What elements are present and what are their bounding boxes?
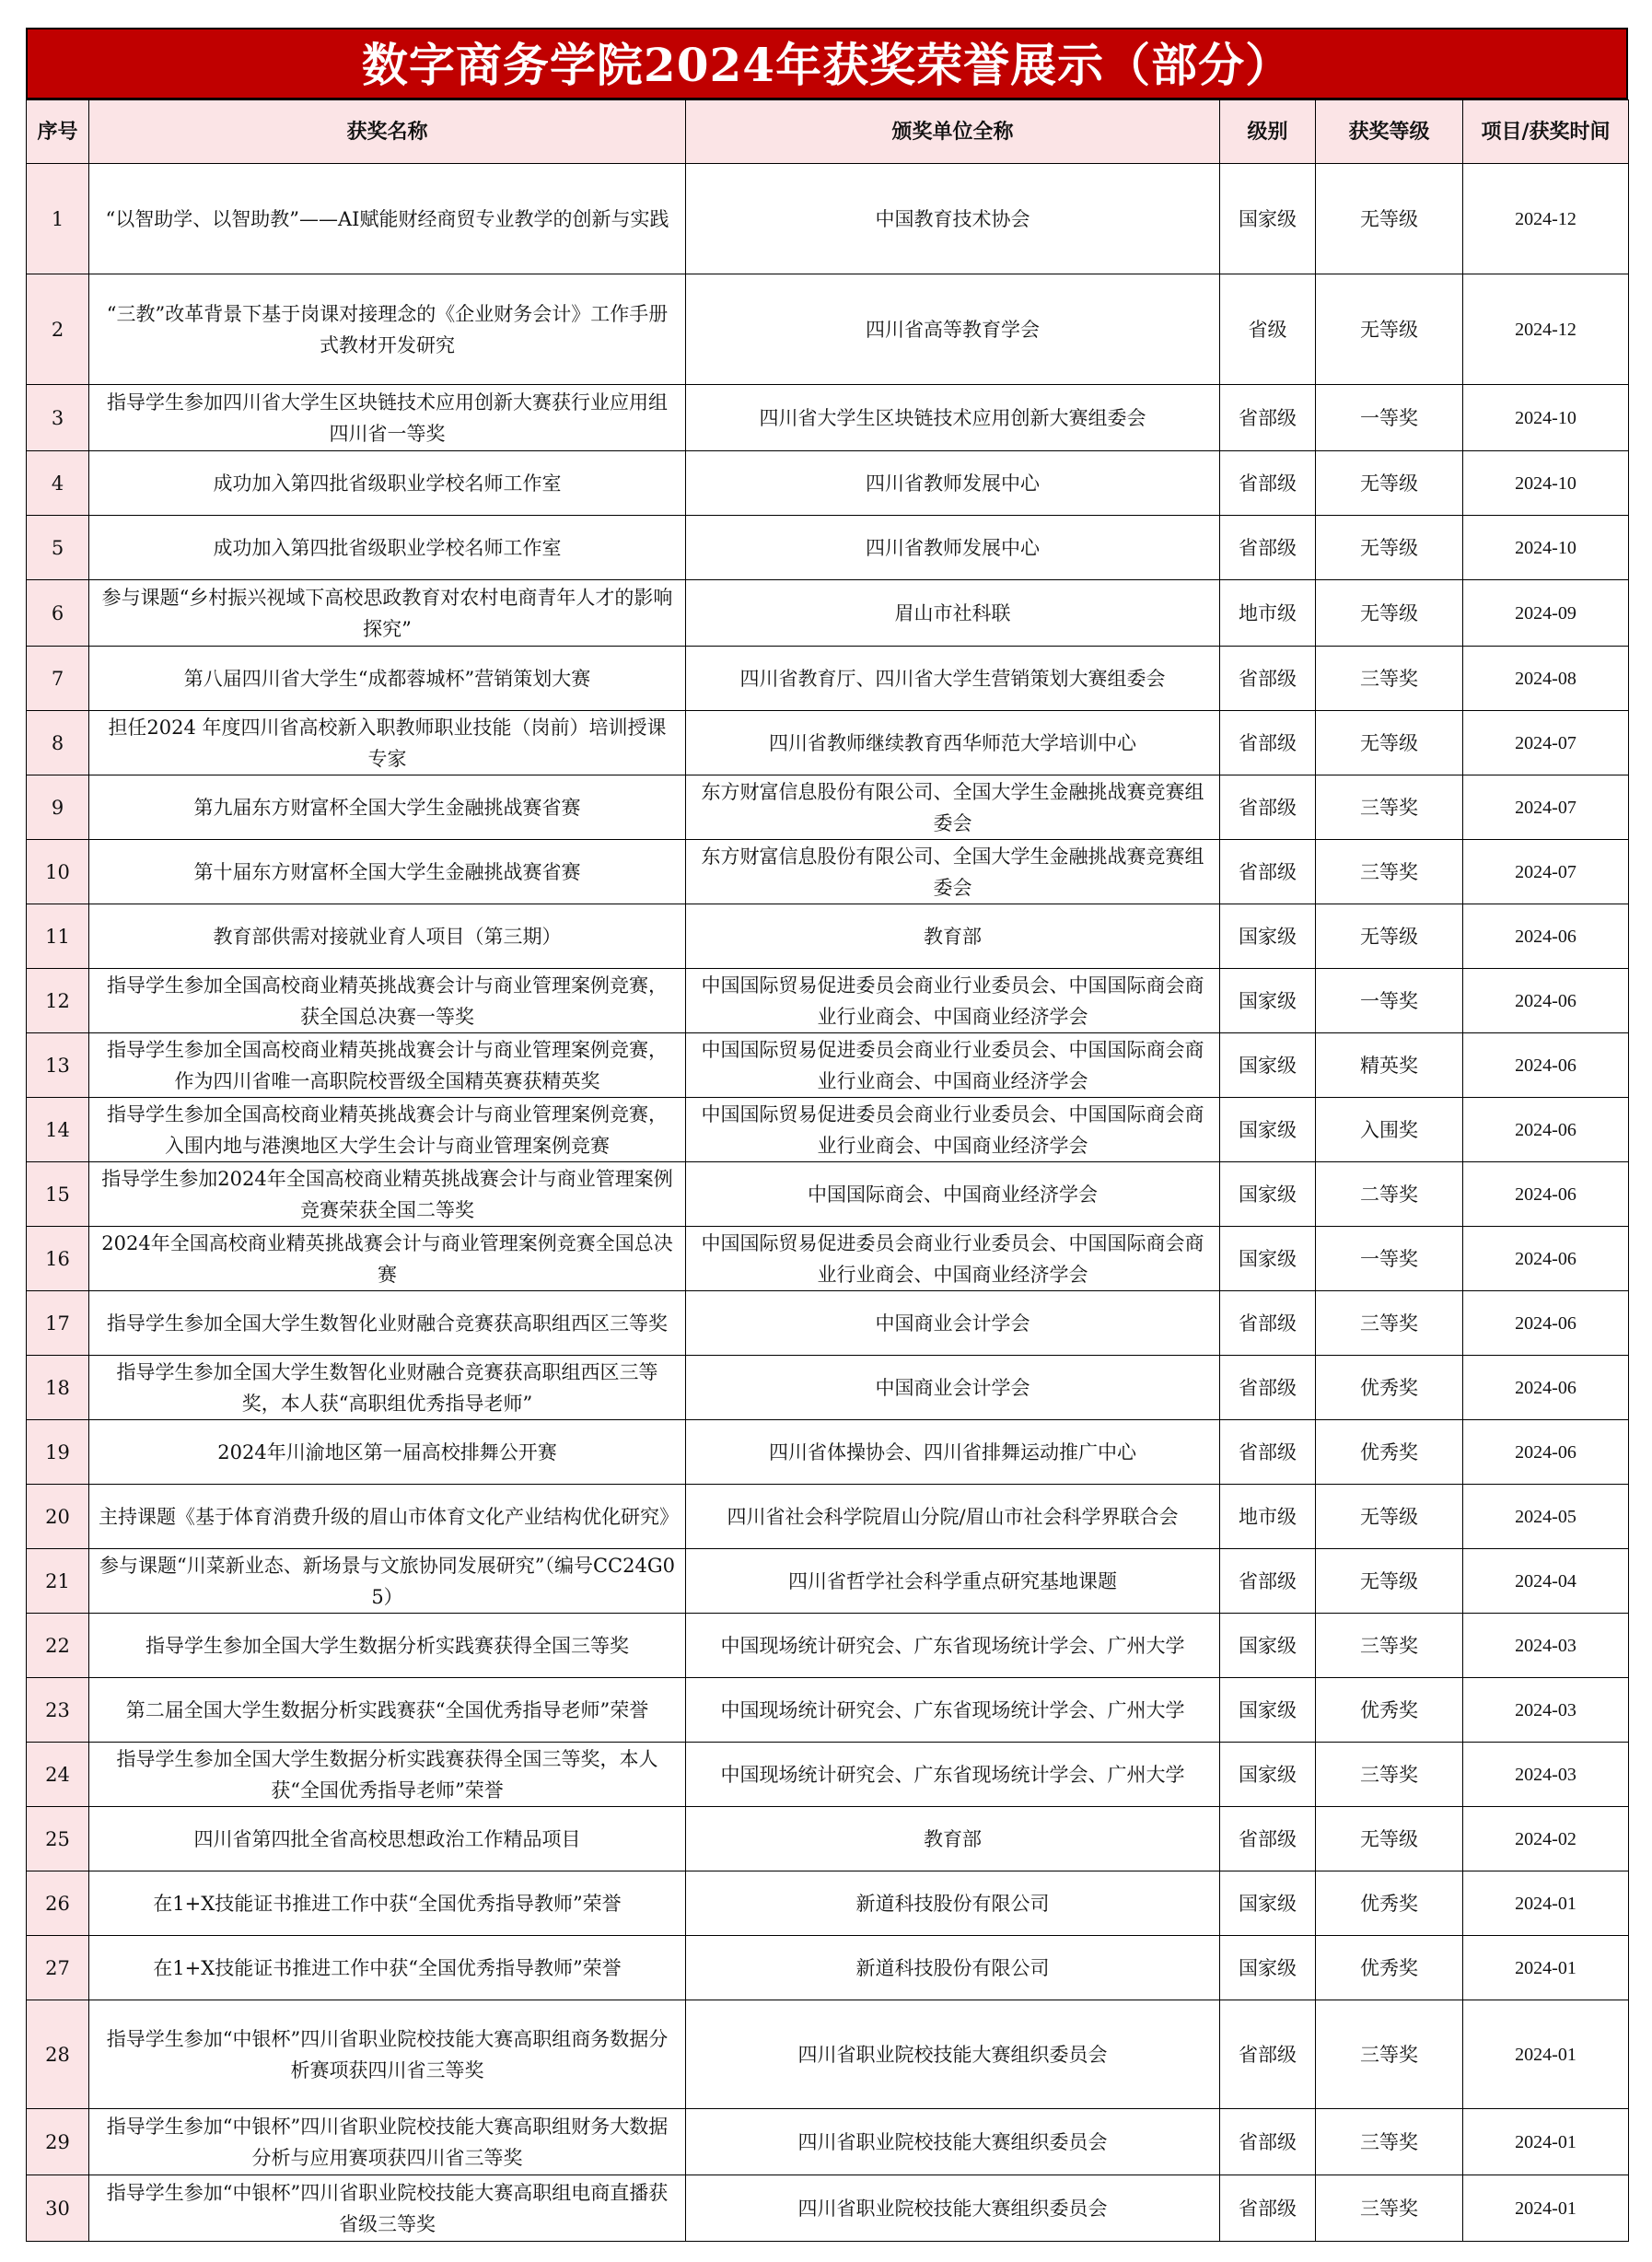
cell-award-name: 指导学生参加“中银杯”四川省职业院校技能大赛高职组电商直播获省级三等奖: [89, 2175, 686, 2242]
table-row: [27, 1420, 1629, 1485]
cell-grade: 无等级: [1316, 580, 1463, 647]
cell-issuer: 中国现场统计研究会、广东省现场统计学会、广州大学: [686, 1614, 1220, 1678]
table-row: [27, 1162, 1629, 1227]
cell-date: 2024-03: [1463, 1614, 1629, 1678]
cell-level: 省部级: [1220, 1807, 1316, 1871]
table-row: [27, 1807, 1629, 1871]
cell-award-name: 第十届东方财富杯全国大学生金融挑战赛省赛: [89, 840, 686, 904]
cell-level: 省部级: [1220, 647, 1316, 711]
cell-issuer: 中国商业会计学会: [686, 1356, 1220, 1420]
cell-level: 国家级: [1220, 1871, 1316, 1936]
table-row: [27, 1227, 1629, 1291]
cell-date: 2024-07: [1463, 840, 1629, 904]
cell-date: 2024-05: [1463, 1485, 1629, 1549]
table-row: [27, 904, 1629, 969]
cell-level: 国家级: [1220, 1743, 1316, 1807]
cell-index: 29: [27, 2109, 89, 2175]
cell-grade: 无等级: [1316, 1485, 1463, 1549]
cell-index: 22: [27, 1614, 89, 1678]
cell-award-name: 指导学生参加全国高校商业精英挑战赛会计与商业管理案例竞赛，作为四川省唯一高职院校晋级全国精英赛获精英奖: [89, 1033, 686, 1098]
cell-issuer: 新道科技股份有限公司: [686, 1871, 1220, 1936]
cell-date: 2024-01: [1463, 1871, 1629, 1936]
cell-grade: 无等级: [1316, 711, 1463, 775]
cell-grade: 三等奖: [1316, 1743, 1463, 1807]
cell-issuer: 中国国际贸易促进委员会商业行业委员会、中国国际商会商业行业商会、中国商业经济学会: [686, 1098, 1220, 1162]
cell-grade: 一等奖: [1316, 385, 1463, 451]
cell-level: 国家级: [1220, 969, 1316, 1033]
cell-award-name: 在1+X技能证书推进工作中获“全国优秀指导教师”荣誉: [89, 1871, 686, 1936]
table-row: [27, 2109, 1629, 2175]
cell-index: 1: [27, 164, 89, 274]
table-row: [27, 451, 1629, 516]
cell-date: 2024-06: [1463, 1033, 1629, 1098]
cell-index: 17: [27, 1291, 89, 1356]
cell-date: 2024-06: [1463, 1227, 1629, 1291]
cell-index: 9: [27, 775, 89, 840]
cell-date: 2024-03: [1463, 1678, 1629, 1743]
cell-date: 2024-01: [1463, 2175, 1629, 2242]
table-row: [27, 2175, 1629, 2242]
cell-index: 4: [27, 451, 89, 516]
cell-issuer: 新道科技股份有限公司: [686, 1936, 1220, 2000]
cell-date: 2024-12: [1463, 164, 1629, 274]
header-grade: 获奖等级: [1316, 100, 1463, 164]
cell-issuer: 四川省教师发展中心: [686, 451, 1220, 516]
cell-award-name: 指导学生参加全国大学生数据分析实践赛获得全国三等奖: [89, 1614, 686, 1678]
cell-index: 14: [27, 1098, 89, 1162]
cell-index: 27: [27, 1936, 89, 2000]
cell-grade: 精英奖: [1316, 1033, 1463, 1098]
cell-award-name: 2024年川渝地区第一届高校排舞公开赛: [89, 1420, 686, 1485]
cell-award-name: 指导学生参加全国高校商业精英挑战赛会计与商业管理案例竞赛，获全国总决赛一等奖: [89, 969, 686, 1033]
cell-index: 11: [27, 904, 89, 969]
cell-level: 省部级: [1220, 451, 1316, 516]
cell-grade: 三等奖: [1316, 840, 1463, 904]
cell-grade: 一等奖: [1316, 969, 1463, 1033]
header-level: 级别: [1220, 100, 1316, 164]
cell-level: 国家级: [1220, 1678, 1316, 1743]
cell-issuer: 中国国际贸易促进委员会商业行业委员会、中国国际商会商业行业商会、中国商业经济学会: [686, 1033, 1220, 1098]
cell-issuer: 四川省社会科学院眉山分院/眉山市社会科学界联合会: [686, 1485, 1220, 1549]
cell-issuer: 四川省体操协会、四川省排舞运动推广中心: [686, 1420, 1220, 1485]
cell-index: 5: [27, 516, 89, 580]
cell-grade: 无等级: [1316, 164, 1463, 274]
cell-issuer: 教育部: [686, 1807, 1220, 1871]
cell-index: 23: [27, 1678, 89, 1743]
cell-level: 省部级: [1220, 1356, 1316, 1420]
cell-level: 国家级: [1220, 1936, 1316, 2000]
cell-date: 2024-06: [1463, 1291, 1629, 1356]
cell-index: 28: [27, 2000, 89, 2109]
header-date: 项目/获奖时间: [1463, 100, 1629, 164]
header-index: 序号: [27, 100, 89, 164]
cell-index: 6: [27, 580, 89, 647]
cell-index: 30: [27, 2175, 89, 2242]
cell-grade: 三等奖: [1316, 2109, 1463, 2175]
cell-award-name: 四川省第四批全省高校思想政治工作精品项目: [89, 1807, 686, 1871]
page-title: 数字商务学院2024年获奖荣誉展示（部分）: [26, 28, 1628, 99]
table-row: [27, 969, 1629, 1033]
table-row: [27, 1098, 1629, 1162]
table-row: [27, 580, 1629, 647]
cell-date: 2024-10: [1463, 385, 1629, 451]
cell-date: 2024-02: [1463, 1807, 1629, 1871]
header-award-name: 获奖名称: [89, 100, 686, 164]
table-row: [27, 1871, 1629, 1936]
cell-issuer: 东方财富信息股份有限公司、全国大学生金融挑战赛竞赛组委会: [686, 775, 1220, 840]
cell-issuer: 中国国际商会、中国商业经济学会: [686, 1162, 1220, 1227]
table-row: [27, 1291, 1629, 1356]
table-row: [27, 775, 1629, 840]
cell-level: 国家级: [1220, 1033, 1316, 1098]
cell-index: 7: [27, 647, 89, 711]
cell-date: 2024-09: [1463, 580, 1629, 647]
cell-award-name: 指导学生参加“中银杯”四川省职业院校技能大赛高职组财务大数据分析与应用赛项获四川省三等奖: [89, 2109, 686, 2175]
cell-level: 省级: [1220, 274, 1316, 385]
cell-index: 2: [27, 274, 89, 385]
cell-grade: 入围奖: [1316, 1098, 1463, 1162]
cell-date: 2024-10: [1463, 451, 1629, 516]
table-row: [27, 516, 1629, 580]
cell-index: 19: [27, 1420, 89, 1485]
cell-date: 2024-06: [1463, 904, 1629, 969]
cell-issuer: 四川省大学生区块链技术应用创新大赛组委会: [686, 385, 1220, 451]
cell-level: 省部级: [1220, 2000, 1316, 2109]
cell-issuer: 四川省教育厅、四川省大学生营销策划大赛组委会: [686, 647, 1220, 711]
cell-grade: 无等级: [1316, 516, 1463, 580]
cell-index: 16: [27, 1227, 89, 1291]
cell-date: 2024-08: [1463, 647, 1629, 711]
cell-award-name: 2024年全国高校商业精英挑战赛会计与商业管理案例竞赛全国总决赛: [89, 1227, 686, 1291]
cell-issuer: 四川省高等教育学会: [686, 274, 1220, 385]
cell-level: 国家级: [1220, 904, 1316, 969]
cell-grade: 优秀奖: [1316, 1936, 1463, 2000]
cell-index: 25: [27, 1807, 89, 1871]
cell-date: 2024-06: [1463, 1420, 1629, 1485]
cell-award-name: 在1+X技能证书推进工作中获“全国优秀指导教师”荣誉: [89, 1936, 686, 2000]
cell-issuer: 四川省职业院校技能大赛组织委员会: [686, 2175, 1220, 2242]
table-row: [27, 2000, 1629, 2109]
cell-grade: 无等级: [1316, 1807, 1463, 1871]
cell-date: 2024-06: [1463, 1162, 1629, 1227]
cell-grade: 三等奖: [1316, 775, 1463, 840]
cell-level: 国家级: [1220, 164, 1316, 274]
cell-index: 3: [27, 385, 89, 451]
table-row: [27, 385, 1629, 451]
cell-level: 省部级: [1220, 385, 1316, 451]
cell-date: 2024-01: [1463, 2000, 1629, 2109]
cell-index: 24: [27, 1743, 89, 1807]
cell-grade: 无等级: [1316, 274, 1463, 385]
cell-award-name: 成功加入第四批省级职业学校名师工作室: [89, 451, 686, 516]
cell-grade: 无等级: [1316, 904, 1463, 969]
table-row: [27, 1936, 1629, 2000]
cell-award-name: “三教”改革背景下基于岗课对接理念的《企业财务会计》工作手册式教材开发研究: [89, 274, 686, 385]
cell-index: 12: [27, 969, 89, 1033]
cell-level: 省部级: [1220, 1549, 1316, 1614]
cell-index: 26: [27, 1871, 89, 1936]
header-row: [27, 100, 1629, 164]
cell-award-name: 担任2024 年度四川省高校新入职教师职业技能（岗前）培训授课专家: [89, 711, 686, 775]
cell-index: 15: [27, 1162, 89, 1227]
cell-level: 地市级: [1220, 1485, 1316, 1549]
cell-issuer: 东方财富信息股份有限公司、全国大学生金融挑战赛竞赛组委会: [686, 840, 1220, 904]
cell-award-name: 指导学生参加全国高校商业精英挑战赛会计与商业管理案例竞赛，入围内地与港澳地区大学生会计与商业管理案例竞赛: [89, 1098, 686, 1162]
cell-index: 18: [27, 1356, 89, 1420]
table-row: [27, 647, 1629, 711]
cell-level: 省部级: [1220, 1420, 1316, 1485]
cell-grade: 三等奖: [1316, 2175, 1463, 2242]
cell-date: 2024-04: [1463, 1549, 1629, 1614]
cell-grade: 优秀奖: [1316, 1678, 1463, 1743]
cell-grade: 无等级: [1316, 451, 1463, 516]
cell-date: 2024-12: [1463, 274, 1629, 385]
cell-index: 10: [27, 840, 89, 904]
cell-grade: 三等奖: [1316, 2000, 1463, 2109]
table-row: [27, 711, 1629, 775]
cell-award-name: “以智助学、以智助教”——AI赋能财经商贸专业教学的创新与实践: [89, 164, 686, 274]
cell-date: 2024-01: [1463, 2109, 1629, 2175]
cell-issuer: 四川省教师继续教育西华师范大学培训中心: [686, 711, 1220, 775]
cell-grade: 三等奖: [1316, 1291, 1463, 1356]
cell-date: 2024-06: [1463, 1098, 1629, 1162]
cell-date: 2024-06: [1463, 1356, 1629, 1420]
cell-date: 2024-10: [1463, 516, 1629, 580]
cell-issuer: 中国教育技术协会: [686, 164, 1220, 274]
cell-grade: 二等奖: [1316, 1162, 1463, 1227]
table-row: [27, 1678, 1629, 1743]
table-row: [27, 1549, 1629, 1614]
awards-sheet: [26, 28, 1628, 2242]
table-row: [27, 164, 1629, 274]
cell-award-name: 指导学生参加全国大学生数据分析实践赛获得全国三等奖，本人获“全国优秀指导老师”荣誉: [89, 1743, 686, 1807]
cell-date: 2024-06: [1463, 969, 1629, 1033]
table-row: [27, 1743, 1629, 1807]
cell-award-name: 主持课题《基于体育消费升级的眉山市体育文化产业结构优化研究》: [89, 1485, 686, 1549]
cell-award-name: 指导学生参加全国大学生数智化业财融合竞赛获高职组西区三等奖，本人获“高职组优秀指导老师”: [89, 1356, 686, 1420]
cell-award-name: 教育部供需对接就业育人项目（第三期）: [89, 904, 686, 969]
cell-index: 20: [27, 1485, 89, 1549]
cell-grade: 无等级: [1316, 1549, 1463, 1614]
cell-award-name: 成功加入第四批省级职业学校名师工作室: [89, 516, 686, 580]
cell-date: 2024-07: [1463, 775, 1629, 840]
cell-award-name: 第二届全国大学生数据分析实践赛获“全国优秀指导老师”荣誉: [89, 1678, 686, 1743]
cell-award-name: 指导学生参加2024年全国高校商业精英挑战赛会计与商业管理案例竞赛荣获全国二等奖: [89, 1162, 686, 1227]
cell-award-name: 参与课题“乡村振兴视域下高校思政教育对农村电商青年人才的影响探究”: [89, 580, 686, 647]
cell-level: 国家级: [1220, 1162, 1316, 1227]
cell-issuer: 四川省职业院校技能大赛组织委员会: [686, 2000, 1220, 2109]
cell-level: 地市级: [1220, 580, 1316, 647]
cell-level: 省部级: [1220, 1291, 1316, 1356]
table-row: [27, 1356, 1629, 1420]
cell-level: 国家级: [1220, 1098, 1316, 1162]
table-row: [27, 840, 1629, 904]
cell-date: 2024-03: [1463, 1743, 1629, 1807]
cell-index: 21: [27, 1549, 89, 1614]
cell-level: 省部级: [1220, 775, 1316, 840]
cell-level: 国家级: [1220, 1227, 1316, 1291]
cell-level: 省部级: [1220, 2175, 1316, 2242]
cell-issuer: 中国现场统计研究会、广东省现场统计学会、广州大学: [686, 1743, 1220, 1807]
cell-level: 省部级: [1220, 711, 1316, 775]
cell-level: 国家级: [1220, 1614, 1316, 1678]
cell-date: 2024-07: [1463, 711, 1629, 775]
cell-grade: 三等奖: [1316, 647, 1463, 711]
cell-level: 省部级: [1220, 516, 1316, 580]
cell-issuer: 中国商业会计学会: [686, 1291, 1220, 1356]
cell-level: 省部级: [1220, 2109, 1316, 2175]
header-issuer: 颁奖单位全称: [686, 100, 1220, 164]
cell-issuer: 眉山市社科联: [686, 580, 1220, 647]
cell-award-name: 指导学生参加“中银杯”四川省职业院校技能大赛高职组商务数据分析赛项获四川省三等奖: [89, 2000, 686, 2109]
cell-issuer: 四川省职业院校技能大赛组织委员会: [686, 2109, 1220, 2175]
table-row: [27, 1485, 1629, 1549]
table-row: [27, 274, 1629, 385]
cell-grade: 一等奖: [1316, 1227, 1463, 1291]
cell-award-name: 指导学生参加四川省大学生区块链技术应用创新大赛获行业应用组四川省一等奖: [89, 385, 686, 451]
cell-grade: 三等奖: [1316, 1614, 1463, 1678]
cell-issuer: 四川省教师发展中心: [686, 516, 1220, 580]
awards-table: [26, 99, 1629, 2242]
table-row: [27, 1614, 1629, 1678]
cell-award-name: 指导学生参加全国大学生数智化业财融合竞赛获高职组西区三等奖: [89, 1291, 686, 1356]
cell-issuer: 四川省哲学社会科学重点研究基地课题: [686, 1549, 1220, 1614]
cell-date: 2024-01: [1463, 1936, 1629, 2000]
cell-issuer: 中国国际贸易促进委员会商业行业委员会、中国国际商会商业行业商会、中国商业经济学会: [686, 969, 1220, 1033]
cell-issuer: 中国现场统计研究会、广东省现场统计学会、广州大学: [686, 1678, 1220, 1743]
cell-issuer: 教育部: [686, 904, 1220, 969]
cell-grade: 优秀奖: [1316, 1871, 1463, 1936]
cell-issuer: 中国国际贸易促进委员会商业行业委员会、中国国际商会商业行业商会、中国商业经济学会: [686, 1227, 1220, 1291]
table-row: [27, 1033, 1629, 1098]
cell-award-name: 第九届东方财富杯全国大学生金融挑战赛省赛: [89, 775, 686, 840]
cell-level: 省部级: [1220, 840, 1316, 904]
cell-award-name: 第八届四川省大学生“成都蓉城杯”营销策划大赛: [89, 647, 686, 711]
cell-award-name: 参与课题“川菜新业态、新场景与文旅协同发展研究”（编号CC24G05）: [89, 1549, 686, 1614]
cell-index: 13: [27, 1033, 89, 1098]
cell-grade: 优秀奖: [1316, 1420, 1463, 1485]
cell-grade: 优秀奖: [1316, 1356, 1463, 1420]
cell-index: 8: [27, 711, 89, 775]
